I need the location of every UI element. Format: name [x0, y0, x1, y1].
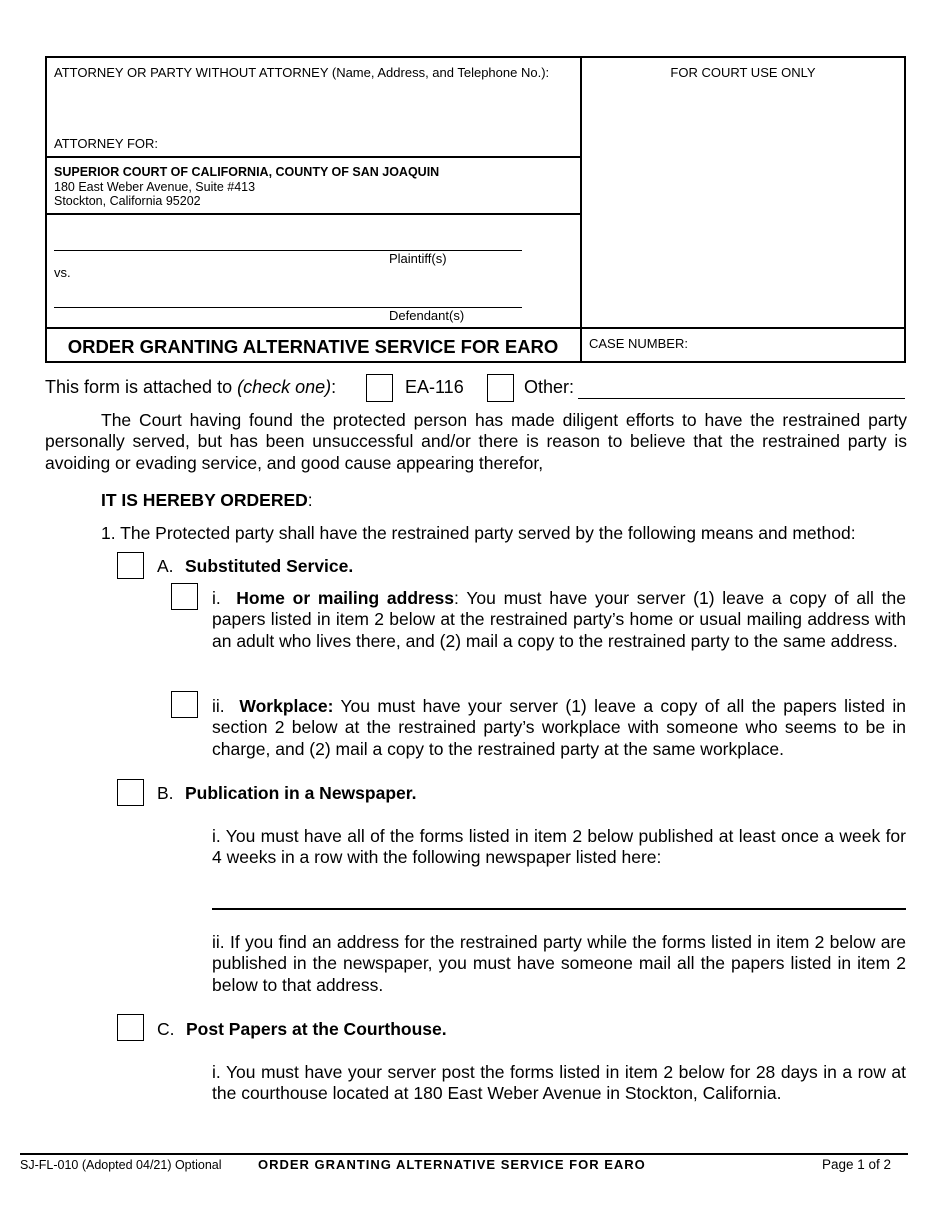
court-use-label: FOR COURT USE ONLY — [670, 65, 816, 80]
caption-right-border — [904, 56, 906, 363]
form-title: ORDER GRANTING ALTERNATIVE SERVICE FOR EARO — [67, 336, 559, 357]
post-papers-checkbox[interactable] — [117, 1014, 144, 1041]
section-a-i-number: i. — [212, 588, 221, 608]
attorney-section-divider — [45, 156, 581, 158]
section-a-ii-body: You must have your server (1) leave a copy of all the papers listed in section 2 below at the restrained party’s workplace with someone who seems to be in charge, and (2) mail a copy to the restrained party at the same workplace. — [212, 696, 907, 759]
ordered-heading — [101, 490, 313, 511]
attached-prefix: This form is attached to — [45, 377, 238, 397]
item-1-text: 1. The Protected party shall have the restrained party served by the following means and method: — [101, 523, 856, 543]
section-a-ii-number: ii. — [212, 696, 225, 716]
section-a-i-title: Home or mailing address — [236, 588, 455, 608]
plaintiff-label: Plaintiff(s) — [389, 251, 447, 266]
ordered-heading-text: IT IS HEREBY ORDERED — [101, 490, 308, 510]
attached-colon: : — [331, 377, 337, 397]
footer-title: ORDER GRANTING ALTERNATIVE SERVICE FOR EARO — [258, 1157, 646, 1172]
newspaper-name-line[interactable] — [212, 908, 906, 910]
attached-to-prompt — [45, 377, 336, 398]
workplace-checkbox[interactable] — [171, 691, 198, 718]
section-a-i-text — [212, 588, 906, 652]
footer-rule — [20, 1153, 908, 1155]
court-address-line-2: Stockton, California 95202 — [54, 194, 201, 208]
other-label: Other: — [524, 377, 575, 397]
section-b-title: Publication in a Newspaper. — [185, 783, 417, 803]
publication-checkbox[interactable] — [117, 779, 144, 806]
caption-top-border — [45, 56, 905, 58]
section-b-letter: B. — [157, 783, 174, 803]
footer-page-number: Page 1 of 2 — [822, 1157, 892, 1172]
other-checkbox[interactable] — [487, 374, 514, 402]
section-b-ii-text: ii. If you find an address for the restrained party while the forms listed in item 2 below are published in the newspaper, you must have someone mail all the papers listed in item 2 below to that address. — [212, 932, 906, 995]
court-name: SUPERIOR COURT OF CALIFORNIA, COUNTY OF SAN JOAQUIN — [54, 165, 440, 179]
home-address-checkbox[interactable] — [171, 583, 198, 610]
court-section-divider — [45, 213, 581, 215]
section-c-letter: C. — [157, 1019, 175, 1039]
section-b-i-text: i. You must have all of the forms listed in item 2 below published at least once a week for 4 weeks in a row with the following newspaper listed here: — [212, 826, 906, 868]
attorney-for-label: ATTORNEY FOR: — [54, 136, 159, 151]
section-a-ii-text — [212, 696, 906, 760]
footer-form-id: SJ-FL-010 (Adopted 04/21) Optional — [20, 1158, 222, 1172]
caption-left-border — [45, 56, 47, 363]
other-input-line[interactable] — [578, 398, 905, 399]
substituted-service-checkbox[interactable] — [117, 552, 144, 579]
vs-label: vs. — [54, 265, 71, 280]
case-number-label: CASE NUMBER: — [589, 336, 688, 351]
section-a-i-body: : You must have your server (1) leave a copy of all the papers listed in item 2 below at the restrained party’s home or usual mailing address with an adult who lives there, and (2) mail a copy to the restrained party to the same address. — [212, 588, 907, 651]
ea116-label: EA-116 — [405, 377, 464, 397]
section-a-ii-title: Workplace: — [239, 696, 334, 716]
attorney-label: ATTORNEY OR PARTY WITHOUT ATTORNEY (Name, Address, and Telephone No.): — [54, 65, 550, 80]
section-a-title: Substituted Service. — [185, 556, 354, 576]
ea116-checkbox[interactable] — [366, 374, 393, 402]
court-address-line-1: 180 East Weber Avenue, Suite #413 — [54, 180, 256, 194]
section-c-title: Post Papers at the Courthouse. — [186, 1019, 447, 1039]
caption-bottom-border — [45, 361, 905, 363]
caption-column-divider — [580, 56, 582, 363]
plaintiff-line[interactable] — [54, 250, 522, 251]
section-a-letter: A. — [157, 556, 174, 576]
intro-paragraph: The Court having found the protected person has made diligent efforts to have the restrained party personally served, but has been unsuccessful and/or there is reason to believe that the restrained party is avoiding or evading service, and good cause appearing therefor, — [45, 410, 907, 473]
defendant-label: Defendant(s) — [389, 308, 465, 323]
title-row-divider — [45, 327, 905, 329]
section-c-i-text: i. You must have your server post the forms listed in item 2 below for 28 days in a row at the courthouse located at 180 East Weber Avenue in Stockton, California. — [212, 1062, 906, 1104]
ordered-colon: : — [307, 490, 313, 510]
check-one-label: (check one) — [237, 377, 332, 397]
